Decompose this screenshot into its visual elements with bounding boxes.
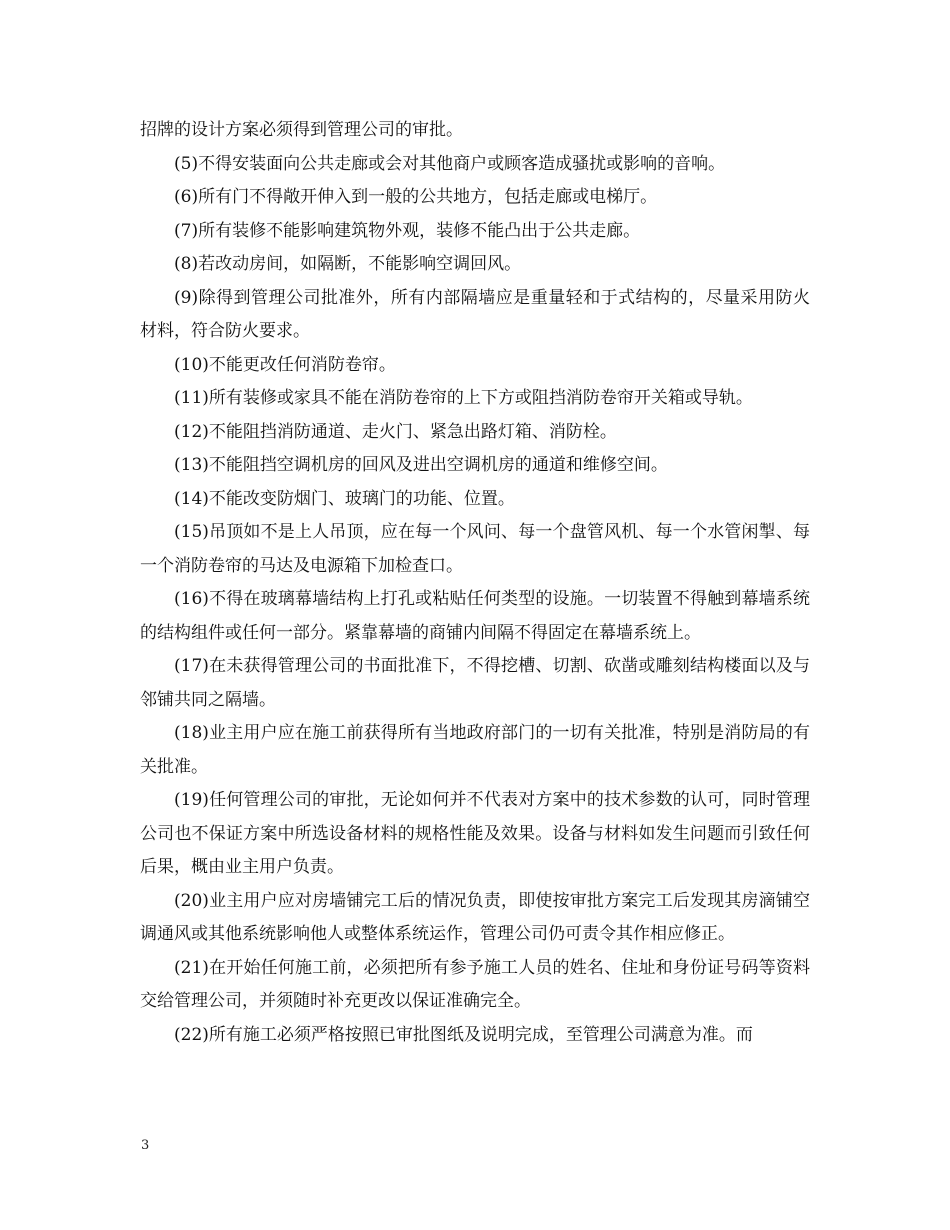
paragraph-item-8: (8)若改动房间，如隔断，不能影响空调回风。 [174, 254, 522, 274]
paragraph-item-5: (5)不得安装面向公共走廊或会对其他商户或顾客造成骚扰或影响的音响。 [174, 153, 726, 174]
page-number: 3 [141, 1138, 150, 1153]
paragraph-item-22: (22)所有施工必须严格按照已审批图纸及说明完成，至管理公司满意为准。而 [174, 1024, 753, 1045]
paragraph-item-20: (20)业主用户应对房墙铺完工后的情况负责，即使按审批方案完工后发现其房滴铺空调通风或其他系统影响他人或整体系统运作，管理公司仍可责令其作相应修正。 [140, 890, 810, 944]
paragraph-item-17: (17)在未获得管理公司的书面批准下，不得挖槽、切割、砍凿或雕刻结构楼面以及与邻铺共同之隔墙。 [140, 656, 810, 710]
paragraph-item-15: (15)吊顶如不是上人吊顶，应在每一个风问、每一个盘管风机、每一个水管闲掣、每一个消防卷帘的马达及电源箱下加检查口。 [140, 522, 810, 576]
paragraph-item-12: (12)不能阻挡消防通道、走火门、紧急出路灯箱、消防栓。 [174, 421, 617, 442]
paragraph-item-18: (18)业主用户应在施工前获得所有当地政府部门的一切有关批准，特别是消防局的有关批准。 [140, 723, 810, 777]
paragraph-item-9: (9)除得到管理公司批准外，所有内部隔墙应是重量轻和于式结构的，尽量采用防火材料，符合防火要求。 [140, 287, 810, 341]
paragraph-item-10: (10)不能更改任何消防卷帘。 [174, 354, 396, 375]
paragraph-item-7: (7)所有装修不能影响建筑物外观，装修不能凸出于公共走廊。 [174, 220, 641, 241]
body-text [140, 114, 810, 1052]
paragraph-item-19: (19)任何管理公司的审批，无论如何并不代表对方案中的技术参数的认可，同时管理公司也不保证方案中所选设备材料的规格性能及效果。设备与材料如发生问题而引致任何后果，概由业主用户负责。 [140, 790, 810, 877]
paragraph-continuation: 招牌的设计方案必须得到管理公司的审批。 [140, 120, 463, 140]
paragraph-item-11: (11)所有装修或家具不能在消防卷帘的上下方或阻挡消防卷帘开关箱或导轨。 [174, 388, 753, 408]
paragraph-item-14: (14)不能改变防烟门、玻璃门的功能、位置。 [174, 488, 515, 509]
paragraph-item-13: (13)不能阻挡空调机房的回风及进出空调机房的通道和维修空间。 [174, 455, 668, 475]
paragraph-item-21: (21)在开始任何施工前，必须把所有参予施工人员的姓名、住址和身份证号码等资料交给管理公司，并须随时补充更改以保证准确完全。 [140, 957, 810, 1011]
paragraph-item-16: (16)不得在玻璃幕墙结构上打孔或粘贴任何类型的设施。一切装置不得触到幕墙系统的结构组件或任何一部分。紧靠幕墙的商铺内间隔不得固定在幕墙系统上。 [140, 589, 810, 643]
paragraph-item-6: (6)所有门不得敞开伸入到一般的公共地方，包括走廊或电梯厅。 [174, 187, 658, 207]
